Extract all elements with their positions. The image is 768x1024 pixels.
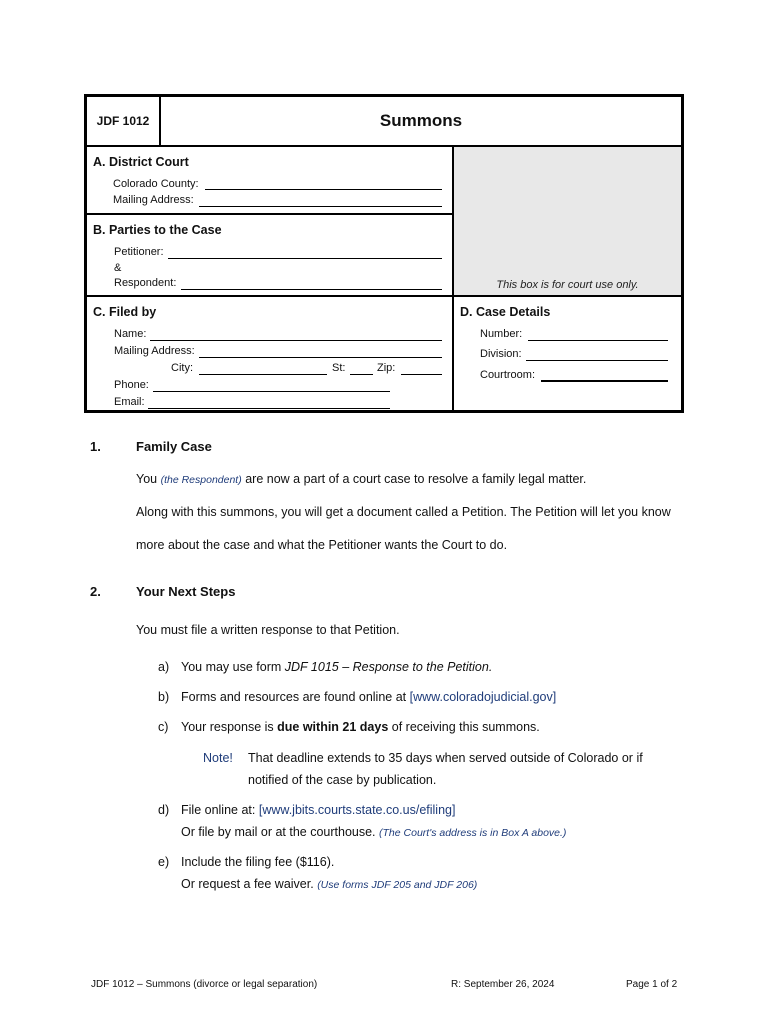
name-label: Name: <box>114 328 147 340</box>
respondent-note: (the Respondent) <box>160 474 242 486</box>
item-a-form: JDF 1015 – Response to the Petition. <box>284 660 493 674</box>
courtroom-field[interactable] <box>541 380 668 382</box>
item-c <box>181 720 540 734</box>
footer-page-number: Page 1 of 2 <box>626 979 678 990</box>
item-e-text: Include the filing fee ($116). <box>181 855 335 869</box>
item-e-note: (Use forms JDF 205 and JDF 206) <box>317 879 478 891</box>
email-field[interactable] <box>148 408 390 409</box>
footer-revision-date: R: September 26, 2024 <box>451 979 555 990</box>
item-e-line-2-text: Or request a fee waiver. <box>181 877 314 891</box>
divider <box>452 147 454 410</box>
section-2-title: Your Next Steps <box>136 584 236 599</box>
note-line-1: That deadline extends to 35 days when served outside of Colorado or if <box>248 751 643 765</box>
phone-label: Phone: <box>114 379 149 391</box>
note-line-2: notified of the case by publication. <box>248 773 437 787</box>
item-c-letter: c) <box>158 720 169 734</box>
item-d-line-2 <box>181 825 566 839</box>
item-d-note: (The Court's address is in Box A above.) <box>379 827 567 839</box>
county-label: Colorado County: <box>113 178 199 190</box>
section-1-number: 1. <box>90 439 101 454</box>
divider <box>87 213 452 215</box>
section-a-title: A. District Court <box>93 155 189 169</box>
section-b-title: B. Parties to the Case <box>93 223 222 237</box>
note-label: Note! <box>203 751 233 765</box>
item-b <box>181 690 556 704</box>
item-a <box>181 660 492 674</box>
section-d-title: D. Case Details <box>460 305 551 319</box>
item-c-deadline: due within 21 days <box>277 720 389 734</box>
item-e-line-2 <box>181 877 477 891</box>
summons-form-header <box>84 94 684 413</box>
zip-label: Zip: <box>377 362 396 374</box>
court-mailing-field[interactable] <box>199 206 442 207</box>
section-1-title: Family Case <box>136 439 212 454</box>
family-case-paragraph-2-line-1: Along with this summons, you will get a document called a Petition. The Petition will let you know <box>136 505 671 519</box>
zip-field[interactable] <box>401 374 442 375</box>
next-steps-intro: You must file a written response to that Petition. <box>136 623 400 637</box>
petitioner-label: Petitioner: <box>114 246 164 258</box>
family-case-paragraph-2-line-2: more about the case and what the Petitioner wants the Court to do. <box>136 538 508 552</box>
court-mailing-label: Mailing Address: <box>113 194 194 206</box>
state-label: St: <box>332 362 346 374</box>
item-c-pre: Your response is <box>181 720 274 734</box>
item-a-text: You may use form <box>181 660 282 674</box>
item-c-post: of receiving this summons. <box>391 720 540 734</box>
case-number-field[interactable] <box>528 340 668 341</box>
form-title: Summons <box>379 111 463 130</box>
respondent-label: Respondent: <box>114 277 177 289</box>
item-b-letter: b) <box>158 690 170 704</box>
p1-rest: are now a part of a court case to resolve a family legal matter. <box>245 472 587 486</box>
city-label: City: <box>171 362 193 374</box>
item-d-letter: d) <box>158 803 170 817</box>
efiling-link[interactable]: [www.jbits.courts.state.co.us/efiling] <box>258 803 456 817</box>
division-label: Division: <box>480 348 522 360</box>
family-case-paragraph-1 <box>136 472 586 486</box>
item-b-text: Forms and resources are found online at <box>181 690 407 704</box>
section-2-number: 2. <box>90 584 101 599</box>
courtroom-label: Courtroom: <box>480 369 536 381</box>
divider <box>87 295 681 297</box>
phone-field[interactable] <box>153 391 390 392</box>
item-e-letter: e) <box>158 855 170 869</box>
email-label: Email: <box>114 396 145 408</box>
respondent-field[interactable] <box>181 289 442 290</box>
court-use-box <box>454 147 681 295</box>
item-d <box>181 803 455 817</box>
city-field[interactable] <box>199 374 327 375</box>
state-field[interactable] <box>350 374 373 375</box>
item-d-line-2-text: Or file by mail or at the courthouse. <box>181 825 376 839</box>
colorado-judicial-link[interactable]: [www.coloradojudicial.gov] <box>409 690 557 704</box>
ampersand: & <box>114 262 122 274</box>
filer-mailing-label: Mailing Address: <box>114 345 195 357</box>
section-c-title: C. Filed by <box>93 305 157 319</box>
you-text: You <box>136 472 158 486</box>
item-a-letter: a) <box>158 660 170 674</box>
filer-mailing-field[interactable] <box>199 357 442 358</box>
county-field[interactable] <box>205 189 442 190</box>
footer-form-name: JDF 1012 – Summons (divorce or legal separation) <box>91 979 318 990</box>
form-code: JDF 1012 <box>87 97 161 145</box>
item-d-text: File online at: <box>181 803 256 817</box>
case-number-label: Number: <box>480 328 523 340</box>
court-use-note: This box is for court use only. <box>496 279 639 291</box>
petitioner-field[interactable] <box>168 258 442 259</box>
name-field[interactable] <box>150 340 442 341</box>
division-field[interactable] <box>526 360 668 361</box>
